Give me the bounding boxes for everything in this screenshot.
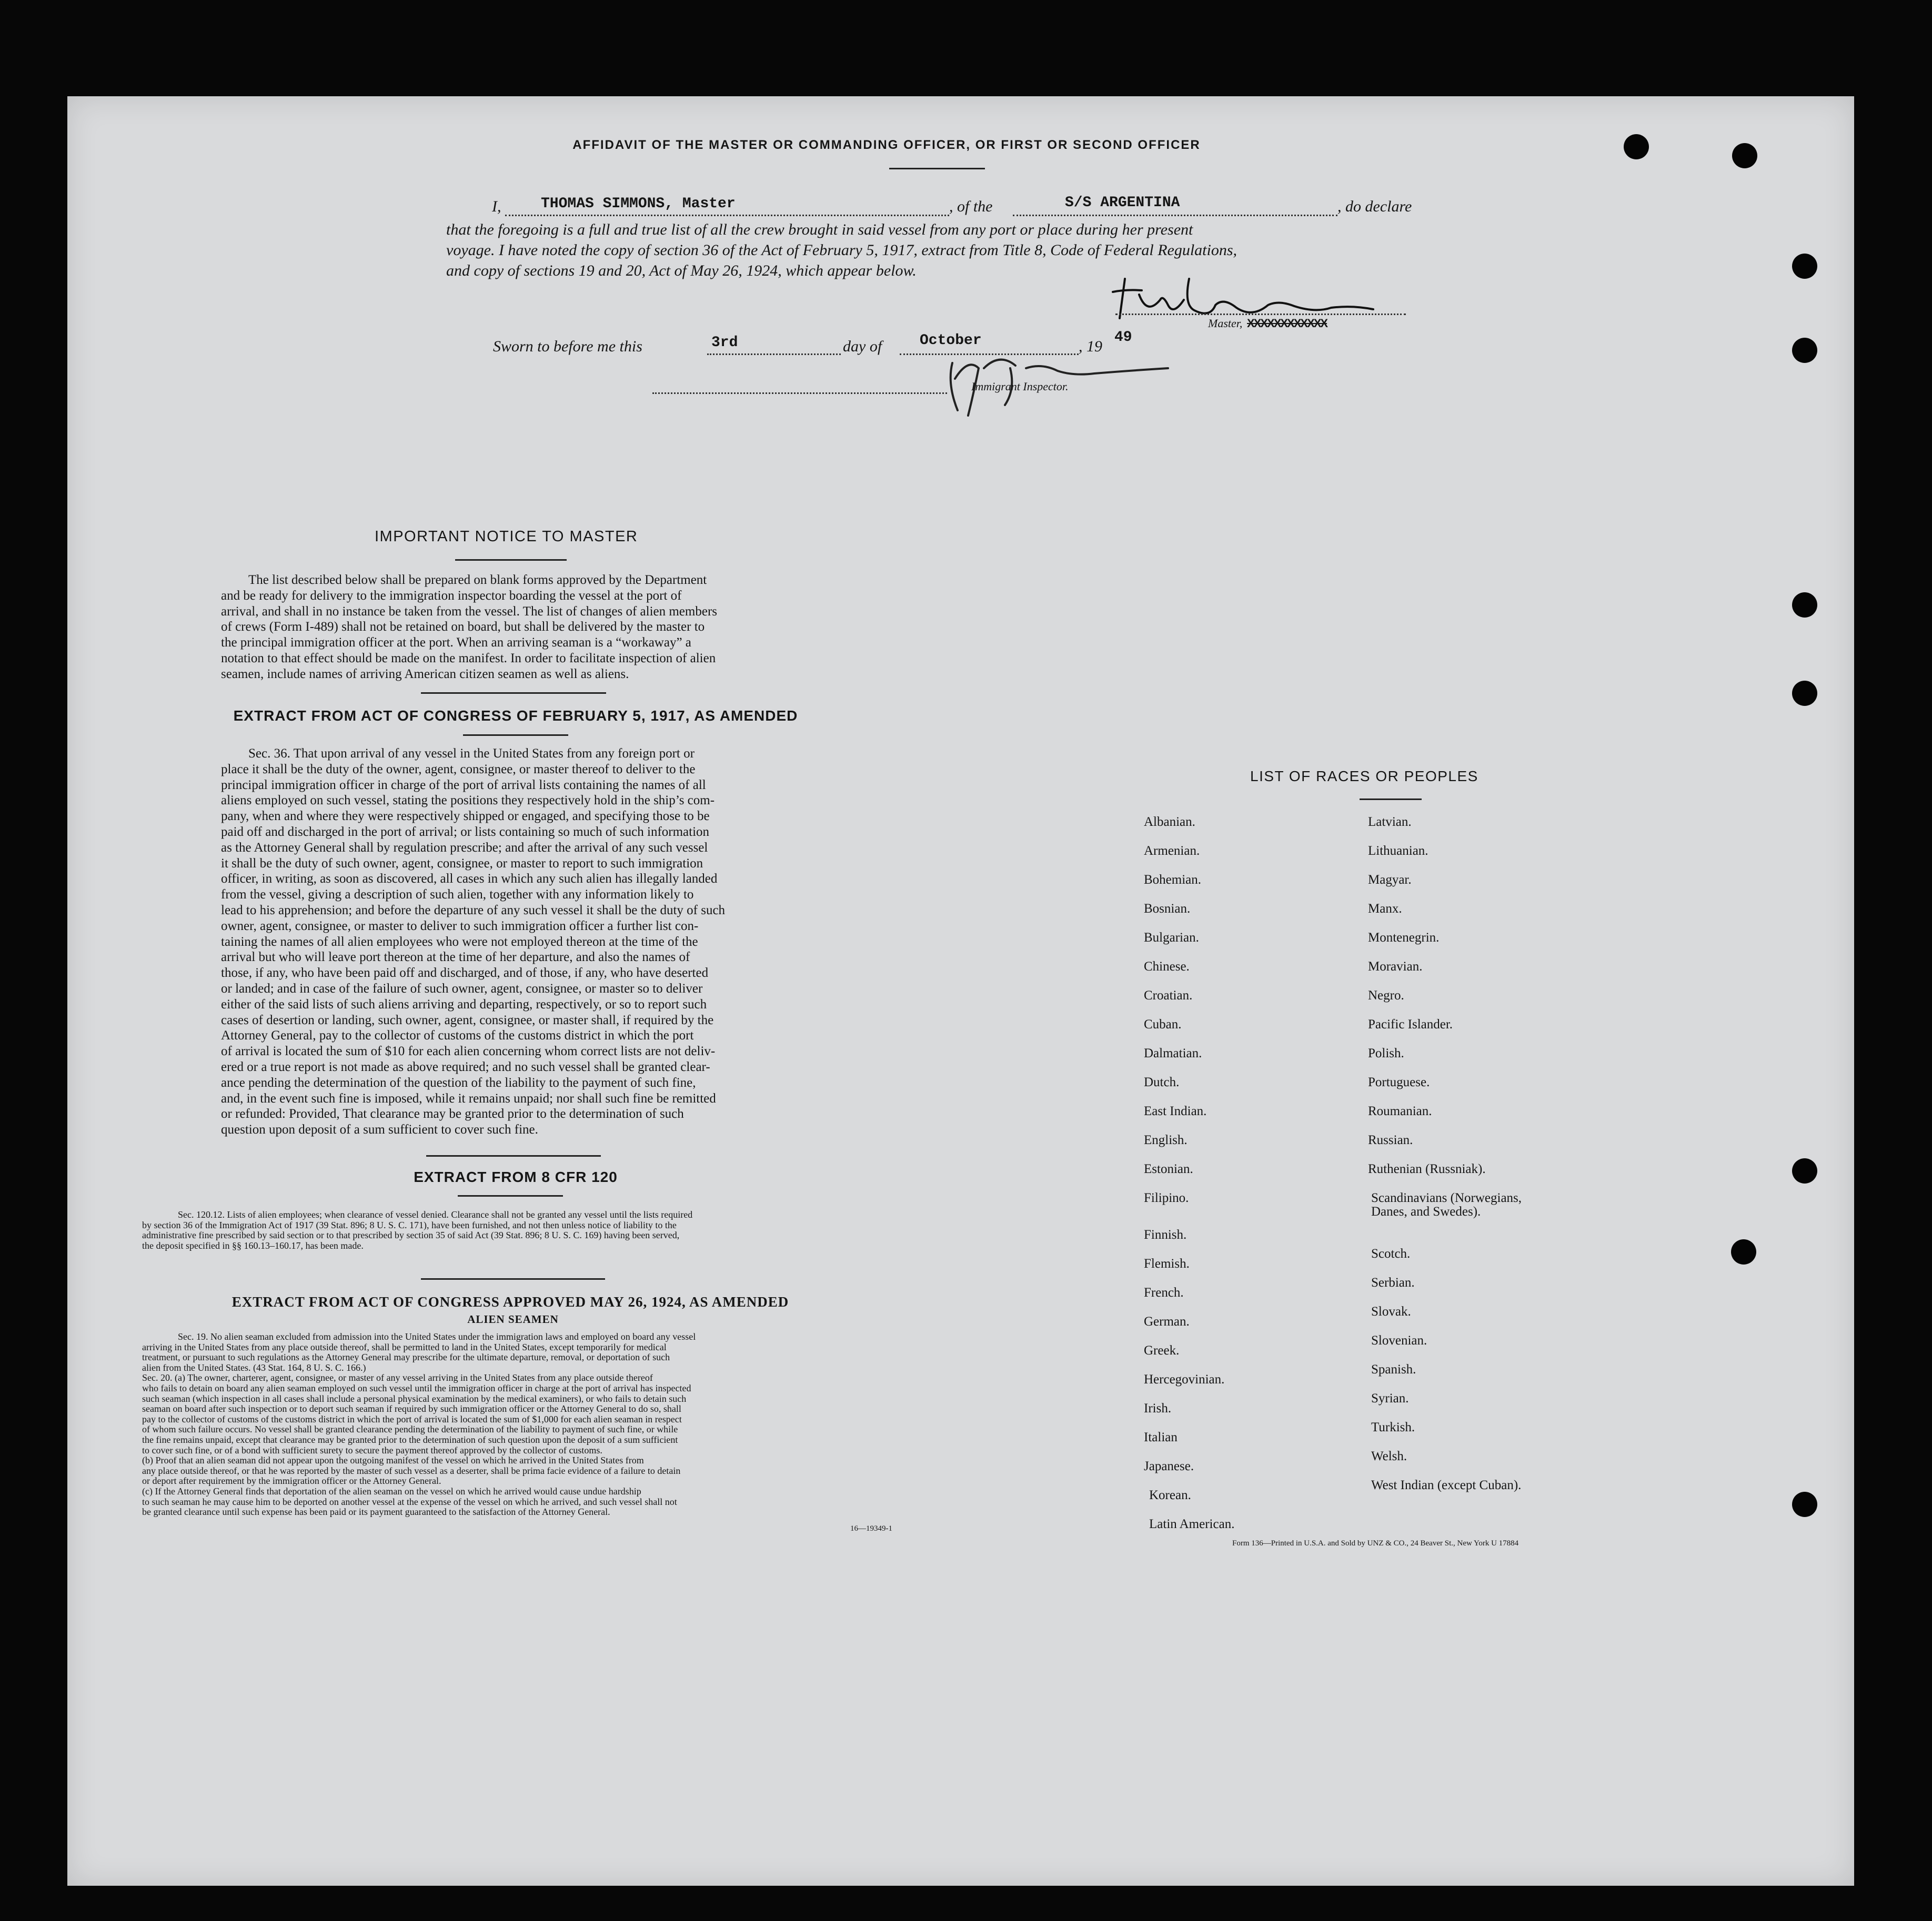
race-item: Latin American. bbox=[1149, 1517, 1235, 1531]
year-suffix: 49 bbox=[1114, 329, 1132, 346]
inspector-caption: Immigrant Inspector. bbox=[971, 380, 1069, 393]
declaration-line-3: and copy of sections 19 and 20, Act of May 26, 1924, which appear below. bbox=[446, 262, 917, 279]
day-of-label: day of bbox=[843, 338, 882, 355]
extract-1917-title: EXTRACT FROM ACT OF CONGRESS OF FEBRUARY 5, 1917, AS AMENDED bbox=[233, 707, 798, 724]
affidavit-i-label: I, bbox=[492, 198, 501, 215]
extract-cfr-text: Sec. 120.12. Lists of alien employees; when clearance of vessel denied. Clearance shall not be granted any vessel until the lists required by section 36 of the Immigration Act of 1917 (39 Stat. 896; 8 U. S. C. 171), have been furnished, and not then unless notice of liability to the administrative fine prescribed by said section or to that prescribed by section 35 of said Act (39 Stat. 896; 8 U. S. C. 169) having been served, the deposit specified in §§ 160.13–160.17, has been made. bbox=[142, 1209, 693, 1251]
of-the-label: , of the bbox=[949, 198, 993, 215]
race-item: Scandinavians (Norwegians, Danes, and Swedes). bbox=[1371, 1191, 1522, 1219]
race-item: Lithuanian. bbox=[1368, 844, 1428, 858]
declarant-name: THOMAS SIMMONS, Master bbox=[541, 196, 736, 212]
race-item: Dalmatian. bbox=[1144, 1046, 1202, 1060]
affidavit-title: AFFIDAVIT OF THE MASTER OR COMMANDING OFFICER, OR FIRST OR SECOND OFFICER bbox=[572, 138, 1201, 152]
race-item: Greek. bbox=[1144, 1343, 1180, 1358]
race-item: East Indian. bbox=[1144, 1104, 1207, 1118]
punch-hole-1 bbox=[1624, 134, 1649, 159]
race-item: Spanish. bbox=[1371, 1362, 1416, 1377]
race-item: Russian. bbox=[1368, 1133, 1413, 1147]
master-signature-dotline bbox=[1115, 314, 1406, 315]
race-item: Japanese. bbox=[1144, 1459, 1194, 1473]
race-item: Filipino. bbox=[1144, 1191, 1189, 1205]
punch-hole-2 bbox=[1732, 143, 1757, 168]
race-item: Slovenian. bbox=[1371, 1333, 1427, 1348]
punch-hole-8 bbox=[1792, 1492, 1817, 1517]
punch-hole-3 bbox=[1792, 254, 1817, 279]
race-item: Bohemian. bbox=[1144, 873, 1202, 887]
race-item: German. bbox=[1144, 1315, 1190, 1329]
race-item: Montenegrin. bbox=[1368, 931, 1440, 945]
notice-title: IMPORTANT NOTICE TO MASTER bbox=[375, 528, 638, 545]
race-item: Portuguese. bbox=[1368, 1075, 1430, 1089]
year-prefix: , 19 bbox=[1079, 338, 1102, 355]
do-declare-label: , do declare bbox=[1337, 198, 1412, 215]
race-item: Italian bbox=[1144, 1430, 1178, 1444]
races-title: LIST OF RACES OR PEOPLES bbox=[1250, 768, 1478, 784]
race-item: Finnish. bbox=[1144, 1228, 1187, 1242]
declaration-line-1: that the foregoing is a full and true list of all the crew brought in said vessel from any port or place during her present bbox=[446, 221, 1193, 238]
race-item: Estonian. bbox=[1144, 1162, 1193, 1176]
race-item: Flemish. bbox=[1144, 1257, 1190, 1271]
race-item: Scotch. bbox=[1371, 1247, 1411, 1261]
declarant-dotline bbox=[505, 215, 949, 216]
race-item: Armenian. bbox=[1144, 844, 1200, 858]
race-item: Cuban. bbox=[1144, 1017, 1182, 1032]
race-item: French. bbox=[1144, 1286, 1184, 1300]
race-item: Turkish. bbox=[1371, 1420, 1415, 1434]
notice-text: The list described below shall be prepared on blank forms approved by the Department and be ready for delivery to the immigration inspector boarding the vessel at the port of arrival, and shall in no instance be taken from the vessel. The list of changes of alien members of crews (Form I-489) shall not be retained on board, but shall be delivered by the master to the principal immigration officer at the port. When an arriving seaman is a “workaway” a notation to that effect should be made on the manifest. In order to facilitate inspection of alien seamen, include names of arriving American citizen seamen as well as aliens. bbox=[221, 573, 717, 681]
race-item: Ruthenian (Russniak). bbox=[1368, 1162, 1486, 1176]
extract-cfr-title: EXTRACT FROM 8 CFR 120 bbox=[414, 1169, 618, 1185]
race-item: Korean. bbox=[1149, 1488, 1191, 1502]
race-item: Roumanian. bbox=[1368, 1104, 1432, 1118]
vessel-dotline bbox=[1013, 215, 1337, 216]
extract-1924-subtitle: ALIEN SEAMEN bbox=[467, 1313, 559, 1326]
race-item: West Indian (except Cuban). bbox=[1371, 1478, 1522, 1492]
punch-hole-5 bbox=[1792, 592, 1817, 618]
punch-hole-7 bbox=[1792, 1158, 1817, 1184]
race-item: Albanian. bbox=[1144, 815, 1195, 829]
race-item: Bosnian. bbox=[1144, 902, 1191, 916]
sworn-month: October bbox=[920, 332, 982, 349]
sworn-day: 3rd bbox=[711, 335, 738, 351]
sworn-label: Sworn to before me this bbox=[493, 338, 642, 355]
race-item: Irish. bbox=[1144, 1401, 1172, 1416]
extract-1917-text: Sec. 36. That upon arrival of any vessel in the United States from any foreign port or place it shall be the duty of the owner, agent, consignee, or master thereof to deliver to the principal immigration officer in charge of the port of arrival lists containing the names of all aliens employed on such vessel, stating the positions they respectively hold in the ship’s com- pany, when and where they were respectively shipped or engaged, and specifying those to be paid off and discharged in the port of arrival; or lists containing so much of such information as the Attorney General shall by regulation prescribe; and after the arrival of any such vessel it shall be the duty of such owner, agent, consignee, or master to report to such immigration officer, in writing, as soon as discovered, all cases in which any such alien has illegally landed from the vessel, giving a description of such alien, together with any information likely to lead to his apprehension; and before the departure of any such vessel it shall be the duty of such owner, agent, consignee, or master to deliver to such immigration officer a further list con- taining the names of all alien employees who were not employed thereon at the time of the arrival but who will leave port thereon at the time of her departure, and also the names of those, if any, who have been paid off and discharged, and of those, if any, who have deserted or landed; and in case of the failure of such owner, agent, consignee, or master so to deliver either of the said lists of such aliens arriving and departing, respectively, or so to report such cases of desertion or landing, such owner, agent, consignee, or master shall, if required by the Attorney General, pay to the collector of customs of the customs district in which the port of arrival is located the sum of $10 for each alien concerning whom correct lists are not deliv- ered or a true report is not made as above required; and no such vessel shall be granted clear- ance pending the determination of the question of the liability to the payment of such fine, and, in the event such fine is imposed, while it remains unpaid; nor shall such fine be remitted or refunded: Provided, That clearance may be granted prior to the determination of such question upon deposit of a sum sufficient to cover such fine. bbox=[221, 746, 726, 1137]
notice-end-rule bbox=[421, 692, 606, 694]
races-title-rule bbox=[1360, 798, 1422, 800]
race-item: Serbian. bbox=[1371, 1276, 1415, 1290]
declaration-line-2: voyage. I have noted the copy of section 36 of the Act of February 5, 1917, extract from Title 8, Code of Federal Regulations, bbox=[446, 241, 1237, 259]
race-item: Dutch. bbox=[1144, 1075, 1180, 1089]
race-item: English. bbox=[1144, 1133, 1188, 1147]
race-item: Chinese. bbox=[1144, 959, 1190, 974]
race-item: Bulgarian. bbox=[1144, 931, 1199, 945]
race-item: Moravian. bbox=[1368, 959, 1423, 974]
punch-hole-9 bbox=[1731, 1239, 1756, 1265]
race-item: Pacific Islander. bbox=[1368, 1017, 1453, 1032]
master-caption: Master, bbox=[1208, 317, 1243, 330]
race-item: Magyar. bbox=[1368, 873, 1412, 887]
extract-1924-text: Sec. 19. No alien seaman excluded from admission into the United States under the immigration laws and employed on board any vessel arriving in the United States from any place outside thereof, shall be permitted to land in the United States, except temporarily for medical treatment, or pursuant to such regulations as the Attorney General may prescribe for the ultimate departure, removal, or deportation of such alien from the United States. (43 Stat. 164, 8 U. S. C. 166.) Sec. 20. (a) The owner, charterer, agent, consignee, or master of any vessel arriving in the United States from any place outside thereof who fails to detain on board any alien seaman employed on such vessel until the immigration officer in charge at the port of arrival has inspected such seaman (which inspection in all cases shall include a personal physical examination by the medical examiners), or who fails to detain such seaman on board after such inspection or to deport such seaman if required by such immigration officer or the Attorney General to do so, shall pay to the collector of customs of the customs district in which the port of arrival is located the sum of $1,000 for each alien seaman in respect of whom such failure occurs. No vessel shall be granted clearance pending the determination of the liability to payment of such fine, or while the fine remains unpaid, except that clearance may be granted prior to the determination of such question upon the deposit of a sum sufficient to cover such fine, or of a bond with sufficient surety to secure the payment thereof approved by the collector of customs. (b) Proof that an alien seaman did not appear upon the outgoing manifest of the vessel on which he arrived in the United States from any place outside thereof, or that he was reported by the master of such vessel as a deserter, shall be prima facie evidence of a failure to detain or deport after requirement by the immigration officer or the Attorney General. (c) If the Attorney General finds that deportation of the alien seaman on the vessel on which he arrived would cause undue hardship to such seaman he may cause him to be deported on another vessel at the expense of the vessel on which he arrived, and such vessel shall not be granted clearance until such expense has been paid or its payment guaranteed to the satisfaction of the Attorney General. bbox=[142, 1331, 696, 1518]
punch-hole-4 bbox=[1792, 338, 1817, 363]
extract-1917-end-rule bbox=[426, 1155, 601, 1157]
sworn-day-dotline bbox=[707, 353, 841, 355]
race-item: Manx. bbox=[1368, 902, 1402, 916]
extract-cfr-end-rule bbox=[421, 1278, 605, 1280]
punch-hole-6 bbox=[1792, 681, 1817, 706]
notice-title-rule bbox=[455, 559, 567, 561]
form-number: 16—19349-1 bbox=[850, 1524, 892, 1533]
race-item: Welsh. bbox=[1371, 1449, 1407, 1463]
extract-1924-title: EXTRACT FROM ACT OF CONGRESS APPROVED MAY 26, 1924, AS AMENDED bbox=[232, 1294, 789, 1310]
race-item: Syrian. bbox=[1371, 1391, 1409, 1406]
race-item: Polish. bbox=[1368, 1046, 1404, 1060]
race-item: Negro. bbox=[1368, 988, 1404, 1003]
affidavit-title-rule bbox=[889, 168, 985, 169]
inspector-dotline bbox=[652, 392, 947, 394]
vessel-name: S/S ARGENTINA bbox=[1065, 195, 1180, 211]
race-item: Hercegovinian. bbox=[1144, 1372, 1225, 1387]
extract-1917-title-rule bbox=[463, 734, 568, 736]
race-item: Croatian. bbox=[1144, 988, 1193, 1003]
extract-cfr-title-rule bbox=[458, 1195, 563, 1197]
struck-officer-caption: XXXXXXXXXXXX bbox=[1247, 317, 1327, 330]
race-item: Latvian. bbox=[1368, 815, 1412, 829]
race-item: Slovak. bbox=[1371, 1305, 1411, 1319]
footer-form-line: Form 136—Printed in U.S.A. and Sold by UNZ & CO., 24 Beaver St., New York U 17884 bbox=[1232, 1539, 1519, 1548]
